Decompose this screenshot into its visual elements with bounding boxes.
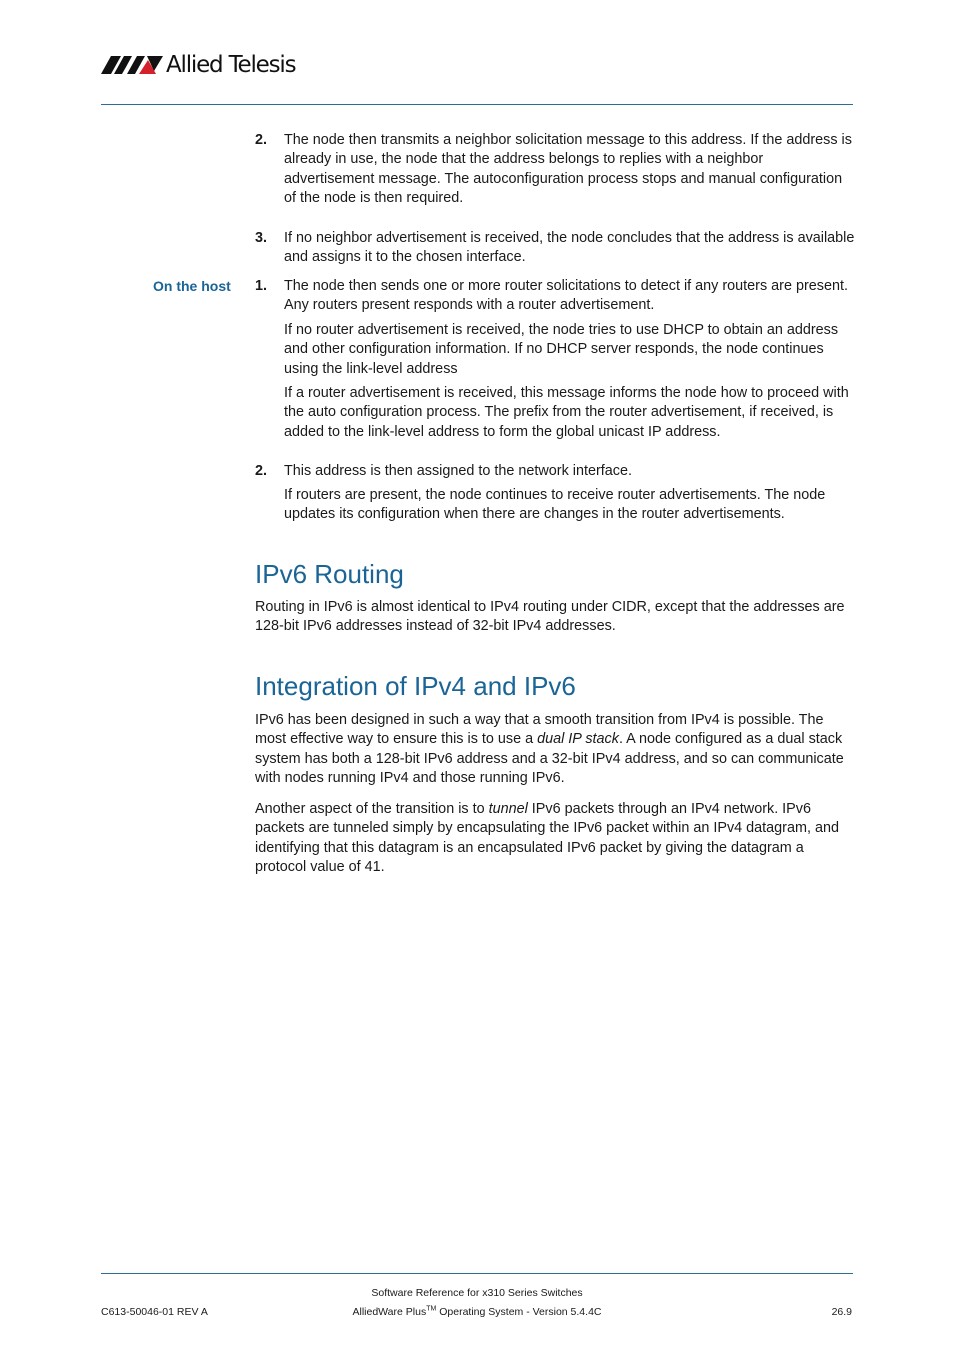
section-body: IPv6 has been designed in such a way that a smooth transition from IPv4 is possible. The most effective way to ensure this is to use a dual IP stack. A node configured as a dual stack system has both a 128-bit IPv6 address and a 32-bit IPv4 address, and so can communicate with nodes running IPv4 and those running IPv6. — [255, 712, 844, 787]
list-item-text: If routers are present, the node continues to receive router advertisements. The node updates its configuration when there are changes in the router advertisements. — [284, 487, 826, 523]
emphasis-term: tunnel — [488, 801, 528, 817]
footer-doc-id: C613-50046-01 REV A — [101, 1306, 208, 1318]
list-item-text: The node then transmits a neighbor solicitation message to this address. If the address is already in use, the node that the address belongs to replies with a neighbor advertisement message. The autoconfiguration process stops and manual configuration of the node is then required. — [284, 132, 852, 207]
list-item-text: This address is then assigned to the network interface. — [284, 463, 632, 479]
list-number: 3. — [255, 230, 268, 246]
logo-mark-icon — [101, 55, 163, 75]
allied-telesis-logo — [101, 50, 295, 80]
emphasis-term: dual IP stack — [537, 731, 619, 748]
list-item-text: If no neighbor advertisement is received, the node concludes that the address is available and assigns it to the chosen interface. — [284, 230, 855, 266]
list-item-text: If a router advertisement is received, this message informs the node how to proceed with the auto configuration process. The prefix from the router advertisement, if received, is added to the link-level address to form the global unicast IP address. — [284, 385, 849, 440]
side-heading: On the host — [153, 278, 231, 294]
page-number: 26.9 — [831, 1306, 852, 1318]
footer-title: Software Reference for x310 Series Switches — [371, 1287, 583, 1299]
list-item-text: If no router advertisement is received, the node tries to use DHCP to obtain an address and other configuration information. If no DHCP server responds, the node continues using the link-level address — [284, 322, 839, 377]
section-heading: Integration of IPv4 and IPv6 — [255, 671, 576, 701]
logo-text: Allied Telesis — [166, 52, 296, 78]
footer-rule — [101, 1273, 853, 1274]
list-item-text: The node then sends one or more router solicitations to detect if any routers are present. Any routers present responds with a router advertisement. — [284, 278, 848, 314]
list-number: 1. — [255, 278, 268, 294]
list-number: 2. — [255, 463, 268, 479]
section-heading: IPv6 Routing — [255, 559, 404, 589]
section-body: Another aspect of the transition is to tunnel IPv6 packets through an IPv4 network. IPv6 packets are tunneled simply by encapsulating the IPv6 packet within an IPv4 datagram, and identifying that this datagram is an encapsulated IPv6 packet by giving the datagram a protocol value of 41. — [255, 801, 839, 876]
footer-product: AlliedWare Plus™ Operating System - Version 5.4.4C — [352, 1305, 602, 1318]
section-body: Routing in IPv6 is almost identical to IPv4 routing under CIDR, except that the addresses are 128-bit IPv6 addresses instead of 32-bit IPv4 addresses. — [255, 599, 845, 635]
header-rule — [101, 104, 853, 105]
list-number: 2. — [255, 132, 268, 148]
